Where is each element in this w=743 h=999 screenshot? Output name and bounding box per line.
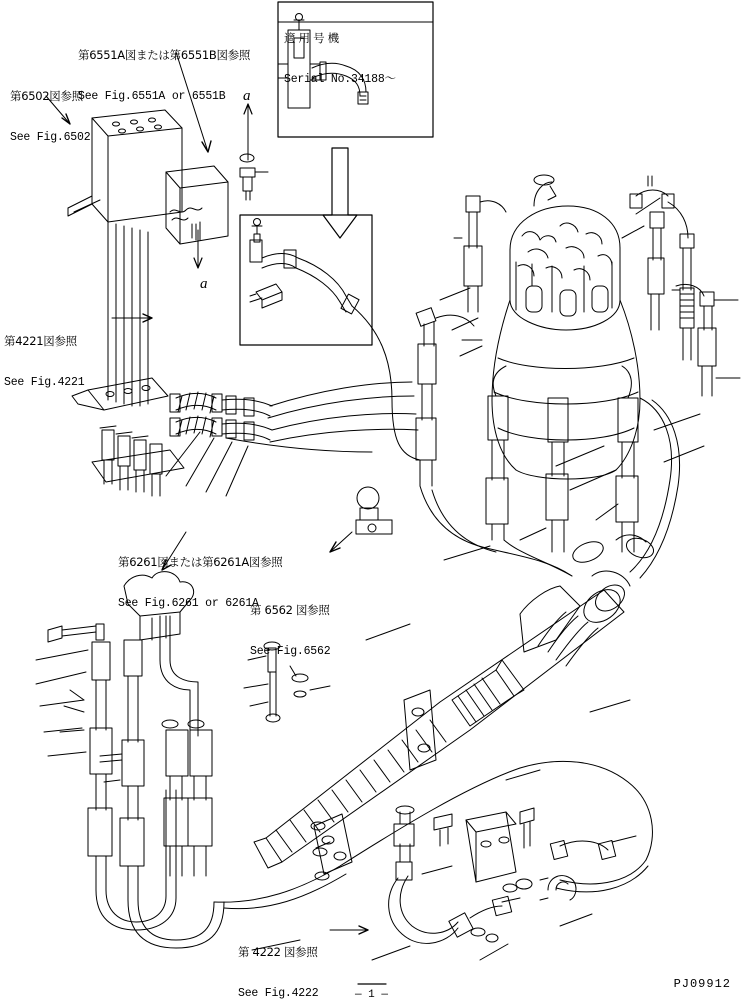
drawing-code: PJ09912: [673, 977, 731, 991]
callout-note-6551-jp: 第6551A図または第6551B図参照: [78, 48, 251, 62]
callout-note-4222: [238, 919, 318, 999]
callout-note-4222-en: See Fig.4222: [238, 986, 319, 999]
callout-note-6502-en: See Fig.6502: [10, 130, 91, 144]
callout-note-6562-jp: 第 6562 図参照: [250, 603, 330, 617]
callout-note-6551: [78, 22, 250, 130]
callout-note-6551-en: See Fig.6551A or 6551B: [78, 89, 226, 103]
callout-note-6502-jp: 第6502図参照: [10, 89, 83, 103]
inset-serial-note-jp: 適 用 号 機: [284, 31, 339, 45]
callout-note-6261-en: See Fig.6261 or 6261A: [118, 596, 259, 610]
inset-serial-note-en: Serial No.34188～: [284, 72, 396, 86]
reference-letter-a-bottom: a: [200, 276, 208, 292]
figure-caption: — 1 —: [354, 989, 388, 999]
callout-note-6502: [10, 63, 90, 171]
callout-note-6562-en: See Fig.6562: [250, 644, 331, 658]
callout-note-6261-jp: 第6261図または第6261A図参照: [118, 555, 283, 569]
callout-note-4221: [4, 308, 84, 416]
callout-note-4221-en: See Fig.4221: [4, 375, 85, 389]
inset-serial-note: [284, 5, 396, 113]
callout-note-6562: [250, 577, 330, 685]
reference-letter-a-top: a: [243, 88, 251, 104]
callout-note-4222-jp: 第 4222 図参照: [238, 945, 318, 959]
callout-note-4221-jp: 第4221図参照: [4, 334, 77, 348]
